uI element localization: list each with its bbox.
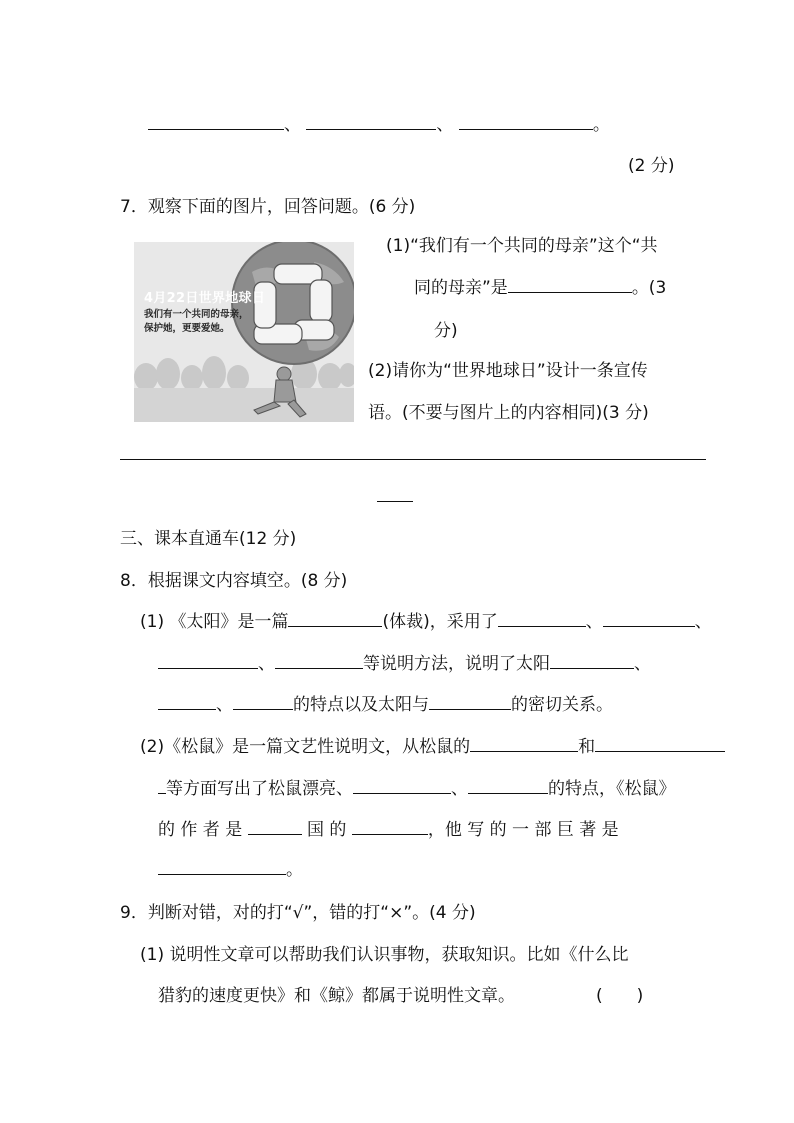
q8-p1-line2 bbox=[158, 649, 651, 674]
text: ，他 写 的 一 部 巨 著 是 bbox=[427, 820, 619, 840]
blank[interactable] bbox=[158, 856, 286, 875]
blank[interactable] bbox=[603, 608, 695, 627]
text: 、 bbox=[634, 654, 651, 674]
q7-title: 7．观察下面的图片，回答问题。(6 分) bbox=[120, 197, 416, 217]
separator: 、 bbox=[436, 115, 454, 135]
figure-caption-line: 保护她，更要爱她。 bbox=[144, 323, 230, 334]
blank[interactable] bbox=[158, 650, 258, 669]
text: 、 bbox=[585, 612, 603, 632]
answer-line-tail[interactable] bbox=[377, 501, 413, 502]
q8-p2-line2 bbox=[158, 774, 676, 799]
blank[interactable] bbox=[508, 274, 632, 293]
q9-title: 9．判断对错，对的打“√”，错的打“×”。(4 分) bbox=[120, 903, 476, 923]
text: 、 bbox=[451, 779, 468, 799]
earth-day-figure bbox=[134, 242, 354, 422]
text: 。 bbox=[286, 860, 303, 880]
figure-caption bbox=[144, 308, 249, 336]
text: 、 bbox=[258, 654, 275, 674]
section-3-title: 三、课本直通车(12 分) bbox=[120, 529, 297, 549]
blank[interactable] bbox=[470, 733, 578, 752]
q8-p2-line3 bbox=[158, 815, 619, 840]
blank[interactable] bbox=[595, 733, 725, 752]
blank[interactable] bbox=[288, 608, 382, 627]
blank[interactable] bbox=[275, 650, 363, 669]
q6-score: (2 分) bbox=[628, 156, 675, 176]
figure-caption-line: 我们有一个共同的母亲， bbox=[144, 309, 249, 320]
blank[interactable] bbox=[148, 111, 284, 130]
text: (2)《松鼠》是一篇文艺性说明文，从松鼠的 bbox=[140, 737, 471, 757]
q7-sub1-line3: 分) bbox=[434, 321, 458, 341]
q8-p1-line3 bbox=[158, 690, 613, 715]
blank[interactable] bbox=[498, 608, 586, 627]
text: 同的母亲”是 bbox=[414, 278, 508, 298]
text: 等说明方法，说明了太阳 bbox=[363, 654, 550, 674]
answer-line[interactable] bbox=[120, 459, 706, 460]
text: 国 的 bbox=[307, 820, 347, 840]
blank[interactable] bbox=[306, 111, 436, 130]
q7-sub1-line2 bbox=[414, 273, 666, 298]
blank[interactable] bbox=[233, 691, 293, 710]
q9-s1-answer-paren[interactable]: ( ) bbox=[596, 986, 644, 1006]
separator: 、 bbox=[284, 115, 301, 135]
q8-title: 8．根据课文内容填空。(8 分) bbox=[120, 571, 348, 591]
blank[interactable] bbox=[158, 775, 166, 794]
text: (体裁)，采用了 bbox=[382, 612, 498, 632]
text: 、 bbox=[694, 612, 712, 632]
blank[interactable] bbox=[468, 775, 548, 794]
q7-sub1-line1: (1)“我们有一个共同的母亲”这个“共 bbox=[386, 236, 658, 256]
q9-s1-line2: 猎豹的速度更快》和《鲸》都属于说明性文章。 bbox=[158, 986, 515, 1006]
figure-headline: 4月22日世界地球日 bbox=[144, 291, 266, 306]
q9-s1-line1: (1) 说明性文章可以帮助我们认识事物，获取知识。比如《什么比 bbox=[140, 945, 629, 965]
q8-p2-line1 bbox=[140, 732, 725, 757]
text: 的密切关系。 bbox=[511, 695, 613, 715]
q8-p1-line1 bbox=[140, 607, 712, 632]
q7-sub2-line1: (2)请你为“世界地球日”设计一条宣传 bbox=[368, 361, 648, 381]
text: 等方面写出了松鼠漂亮、 bbox=[166, 779, 353, 799]
blank[interactable] bbox=[429, 691, 511, 710]
text: 。(3 bbox=[631, 278, 667, 298]
q7-sub2-line2: 语。(不要与图片上的内容相同)(3 分) bbox=[368, 403, 649, 423]
blank[interactable] bbox=[248, 816, 302, 835]
blank[interactable] bbox=[352, 816, 428, 835]
text: 、 bbox=[216, 695, 233, 715]
sentence-end: 。 bbox=[592, 115, 610, 135]
blank[interactable] bbox=[459, 111, 593, 130]
q8-p2-line4 bbox=[158, 855, 303, 880]
q6-answer-line bbox=[148, 110, 610, 135]
text: 的 作 者 是 bbox=[158, 820, 243, 840]
text: (1) 《太阳》是一篇 bbox=[140, 612, 289, 632]
blank[interactable] bbox=[550, 650, 634, 669]
blank[interactable] bbox=[353, 775, 451, 794]
text: 和 bbox=[578, 737, 596, 757]
text: 的特点以及太阳与 bbox=[293, 695, 429, 715]
blank[interactable] bbox=[158, 691, 216, 710]
text: 的特点，《松鼠》 bbox=[548, 779, 676, 799]
